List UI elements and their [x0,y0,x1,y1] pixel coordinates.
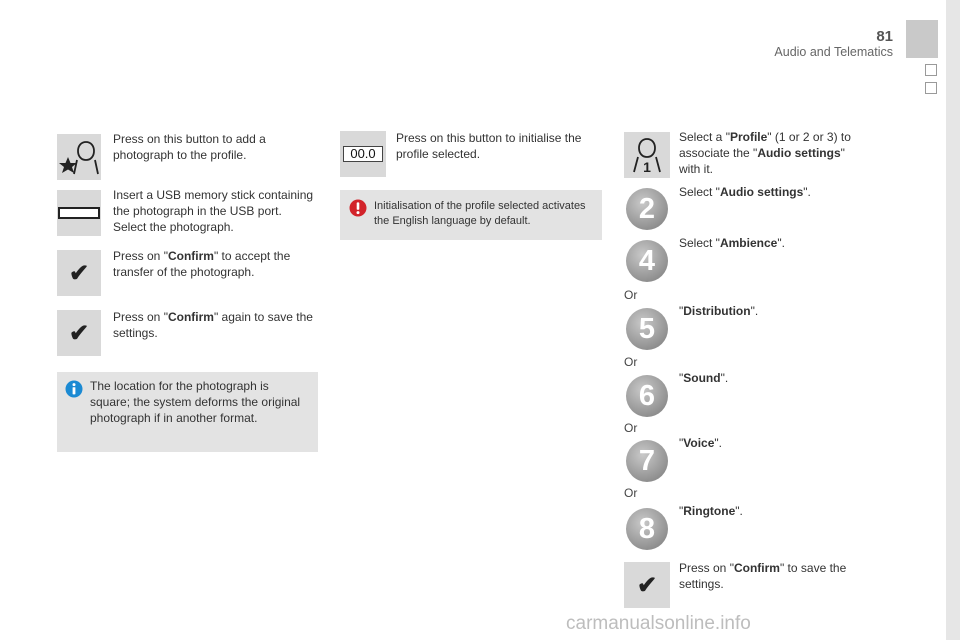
button-6[interactable]: 6 [626,375,668,417]
step-confirm-transfer: Press on "Confirm" to accept the transfer of the photograph. [113,249,291,279]
step-ringtone: "Ringtone". [679,504,743,518]
svg-text:1: 1 [643,159,651,175]
step-distribution: "Distribution". [679,304,759,318]
step-select-ambience: Select "Ambience". [679,236,785,250]
page-edge-stripe [946,0,960,640]
chapter-tab [906,20,938,58]
section-title: Audio and Telematics [774,45,893,59]
page-number: 81 [876,28,893,45]
confirm-button[interactable] [57,250,101,296]
display-readout: 00.0 [343,146,383,162]
confirm-button[interactable] [624,562,670,608]
confirm-button[interactable] [57,310,101,356]
button-4[interactable]: 4 [626,240,668,282]
step-add-photo: Press on this button to add a photograph to the profile. [113,132,266,162]
button-7[interactable]: 7 [626,440,668,482]
usb-port [57,190,101,236]
checkmark-icon: ✔ [68,319,90,347]
button-8[interactable]: 8 [626,508,668,550]
step-voice: "Voice". [679,436,722,450]
button-2[interactable]: 2 [626,188,668,230]
or-label: Or [624,288,638,302]
checkmark-icon: ✔ [68,259,90,287]
profile-1-button[interactable] [624,132,670,178]
checkmark-icon: ✔ [636,571,658,599]
or-label: Or [624,486,638,500]
step-initialise: Press on this button to initialise the profile selected. [396,131,582,161]
step-confirm-save-settings: Press on "Confirm" to save the settings. [679,561,847,591]
user-star-icon [59,137,99,177]
initialise-button[interactable] [340,131,386,177]
tab-marker [925,64,937,76]
warning-note-text: Initialisation of the profile selected activates the English language by default. [374,200,586,227]
info-note-box [57,372,318,452]
step-sound: "Sound". [679,371,729,385]
step-confirm-save: Press on "Confirm" again to save the settings. [113,310,313,340]
or-label: Or [624,421,638,435]
or-label: Or [624,355,638,369]
info-icon [65,380,83,398]
warning-note-box [340,190,602,240]
watermark: carmanualsonline.info [566,613,751,634]
user-1-icon [627,135,667,175]
info-note-text: The location for the photograph is square; the system deforms the original photograph if in another format. [90,379,301,425]
step-select-audio-settings: Select "Audio settings". [679,185,811,199]
step-select-profile: Select a "Profile" (1 or 2 or 3) to associate the "Audio settings" with it. [679,130,851,176]
tab-marker [925,82,937,94]
usb-stick-icon [58,207,100,219]
warning-icon [349,199,367,217]
button-5[interactable]: 5 [626,308,668,350]
profile-photo-button[interactable] [57,134,101,180]
step-insert-usb: Insert a USB memory stick containing the photograph in the USB port. Select the photograph. [113,188,314,234]
